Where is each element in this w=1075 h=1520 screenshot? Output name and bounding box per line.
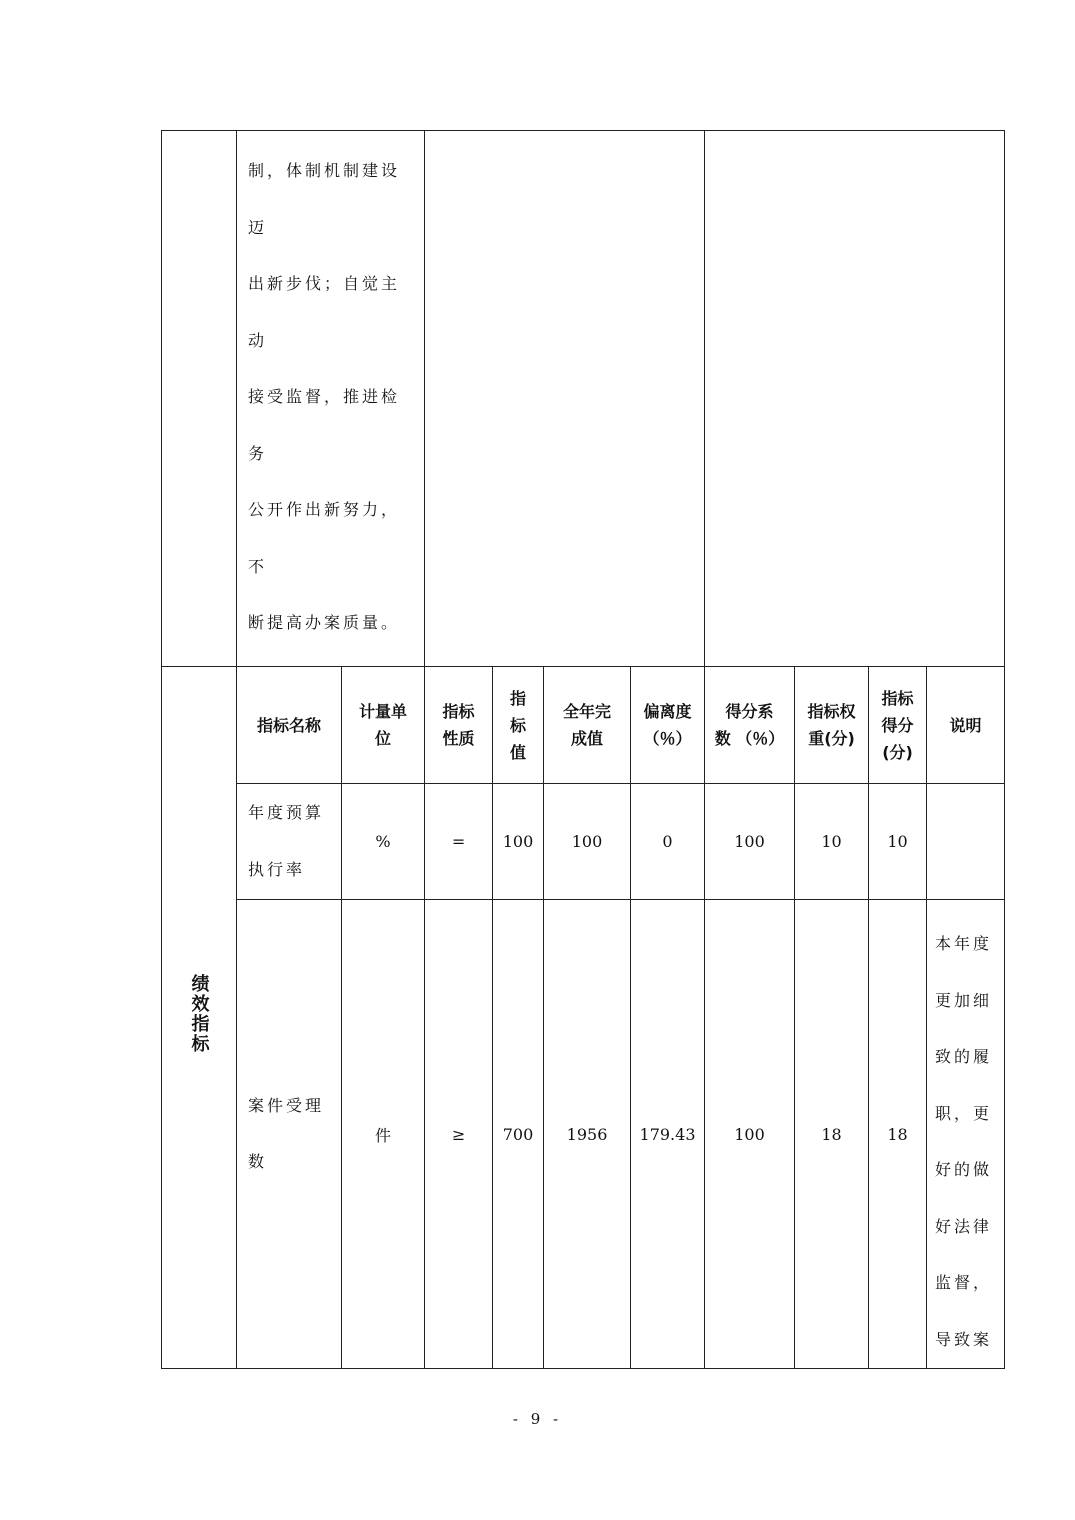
note-cell	[927, 784, 1005, 900]
header-score: 指标 得分 (分)	[869, 667, 927, 784]
score-cell: 10	[869, 784, 927, 900]
actual-cell: 100	[544, 784, 631, 900]
goal-line: 公开作出新努力，不	[248, 500, 401, 576]
note-cell: 本年度 更加细 致的履 职，更 好的做 好法律 监督， 导致案	[927, 900, 1005, 1369]
goal-empty-cell	[705, 131, 1005, 667]
page-number: - 9 -	[512, 1410, 563, 1428]
deviation-cell: 0	[631, 784, 705, 900]
header-indicator-name: 指标名称	[237, 667, 342, 784]
goal-empty-cell	[425, 131, 705, 667]
header-unit: 计量单 位	[342, 667, 425, 784]
header-target: 指 标 值	[493, 667, 544, 784]
deviation-cell: 179.43	[631, 900, 705, 1369]
table-row	[162, 900, 1005, 1369]
header-weight: 指标权 重(分)	[795, 667, 869, 784]
goal-line: 出新步伐；自觉主动	[248, 274, 401, 350]
nature-cell: =	[425, 784, 493, 900]
nature-cell: ≥	[425, 900, 493, 1369]
indicator-header-row	[162, 667, 1005, 784]
goal-label-cell	[162, 131, 237, 667]
section-label: 绩效指标	[188, 973, 210, 1054]
actual-cell: 1956	[544, 900, 631, 1369]
table-row	[162, 784, 1005, 900]
performance-table	[161, 130, 1005, 1369]
target-cell: 700	[493, 900, 544, 1369]
goal-line: 接受监督，推进检务	[248, 387, 401, 463]
section-label-cell	[162, 667, 237, 1369]
weight-cell: 10	[795, 784, 869, 900]
coefficient-cell: 100	[705, 784, 795, 900]
header-note: 说明	[927, 667, 1005, 784]
header-nature: 指标 性质	[425, 667, 493, 784]
header-actual: 全年完 成值	[544, 667, 631, 784]
unit-cell: %	[342, 784, 425, 900]
indicator-name: 年度预算 执行率	[237, 784, 342, 900]
score-cell: 18	[869, 900, 927, 1369]
goal-line: 制，体制机制建设迈	[248, 161, 401, 237]
target-cell: 100	[493, 784, 544, 900]
weight-cell: 18	[795, 900, 869, 1369]
goal-line: 断提高办案质量。	[248, 613, 401, 632]
goal-row	[162, 131, 1005, 667]
header-deviation: 偏离度 （％）	[631, 667, 705, 784]
goal-description-cell	[237, 131, 425, 667]
header-coefficient: 得分系 数 （％）	[705, 667, 795, 784]
coefficient-cell: 100	[705, 900, 795, 1369]
indicator-name: 案件受理 数	[237, 900, 342, 1369]
unit-cell: 件	[342, 900, 425, 1369]
